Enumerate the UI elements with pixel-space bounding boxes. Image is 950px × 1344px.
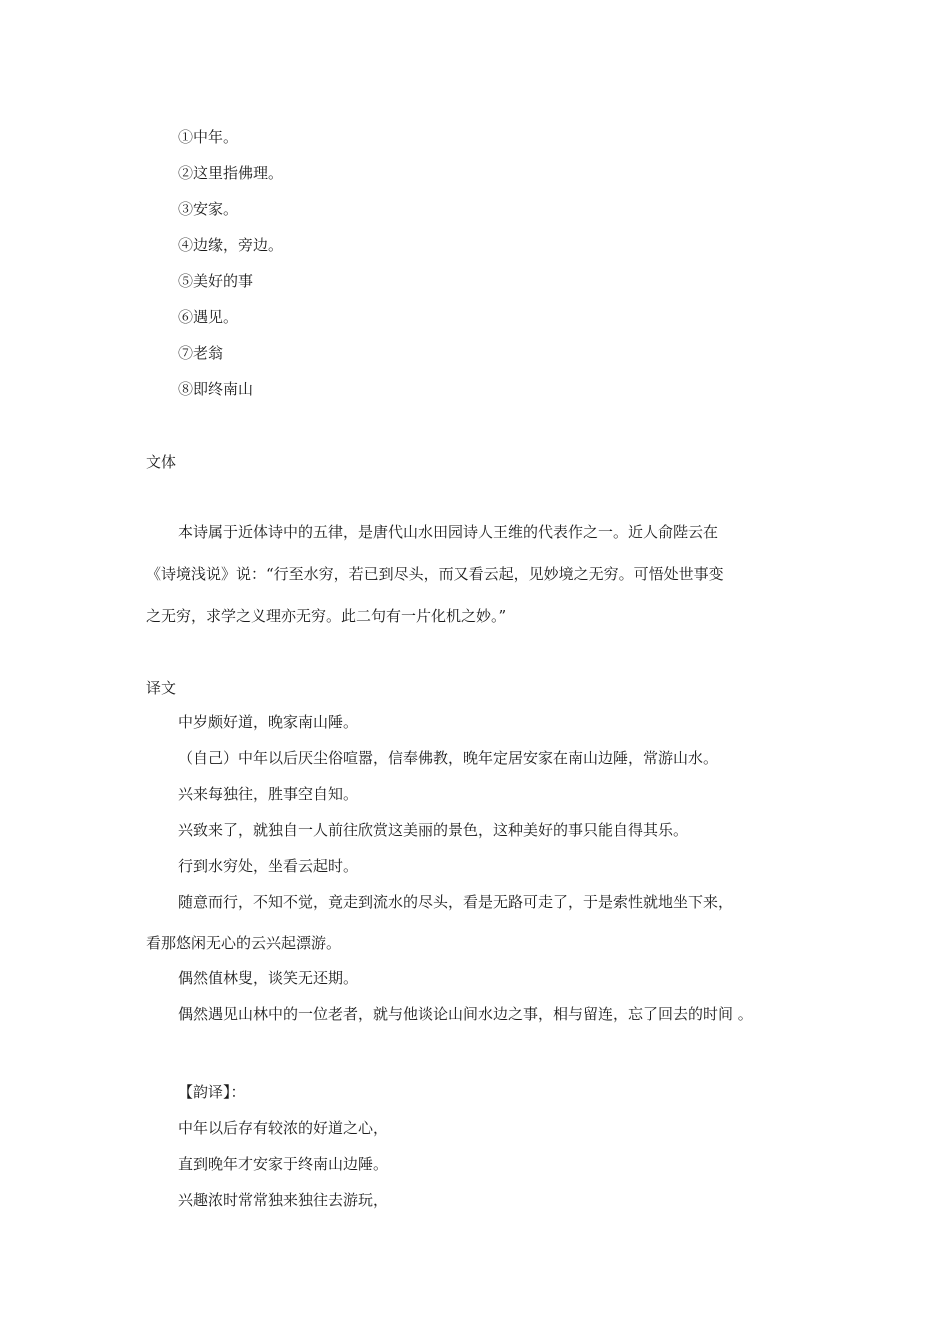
rhyme-translation-line: 直到晚年才安家于终南山边陲。 [178,1155,389,1173]
genre-paragraph-line: 《诗境浅说》说：“行至水穷，若已到尽头，而又看云起，见妙境之无穷。可悟处世事变 [146,565,724,583]
note-item: ②这里指佛理。 [178,164,284,182]
note-item: ④边缘，旁边。 [178,236,284,254]
translation-heading: 译文 [146,679,177,697]
translation-line: （自己）中年以后厌尘俗喧嚣，信奉佛教，晚年定居安家在南山边陲，常游山水。 [178,749,719,767]
note-item: ⑤美好的事 [178,272,254,290]
note-item: ⑥遇见。 [178,308,239,326]
rhyme-translation-heading: 【韵译】： [178,1083,246,1101]
poem-line: 行到水穷处，坐看云起时。 [178,857,359,875]
note-item: ①中年。 [178,128,239,146]
translation-line: 兴致来了，就独自一人前往欣赏这美丽的景色，这种美好的事只能自得其乐。 [178,821,689,839]
note-item: ⑦老翁 [178,344,224,362]
poem-line: 中岁颇好道，晚家南山陲。 [178,713,359,731]
poem-line: 兴来每独往，胜事空自知。 [178,785,359,803]
rhyme-translation-line: 兴趣浓时常常独来独往去游玩， [178,1191,389,1209]
genre-heading: 文体 [146,453,177,471]
rhyme-translation-line: 中年以后存有较浓的好道之心， [178,1119,389,1137]
note-item: ⑧即终南山 [178,380,254,398]
genre-paragraph-line: 之无穷，求学之义理亦无穷。此二句有一片化机之妙。” [146,607,507,625]
poem-line: 偶然值林叟，谈笑无还期。 [178,969,359,987]
translation-line: 看那悠闲无心的云兴起漂游。 [146,934,342,952]
genre-paragraph-line: 本诗属于近体诗中的五律，是唐代山水田园诗人王维的代表作之一。近人俞陛云在 [178,523,719,541]
translation-line: 随意而行，不知不觉，竟走到流水的尽头，看是无路可走了，于是索性就地坐下来， [178,893,734,911]
note-item: ③安家。 [178,200,239,218]
translation-line: 偶然遇见山林中的一位老者，就与他谈论山间水边之事，相与留连，忘了回去的时间 。 [178,1005,753,1023]
